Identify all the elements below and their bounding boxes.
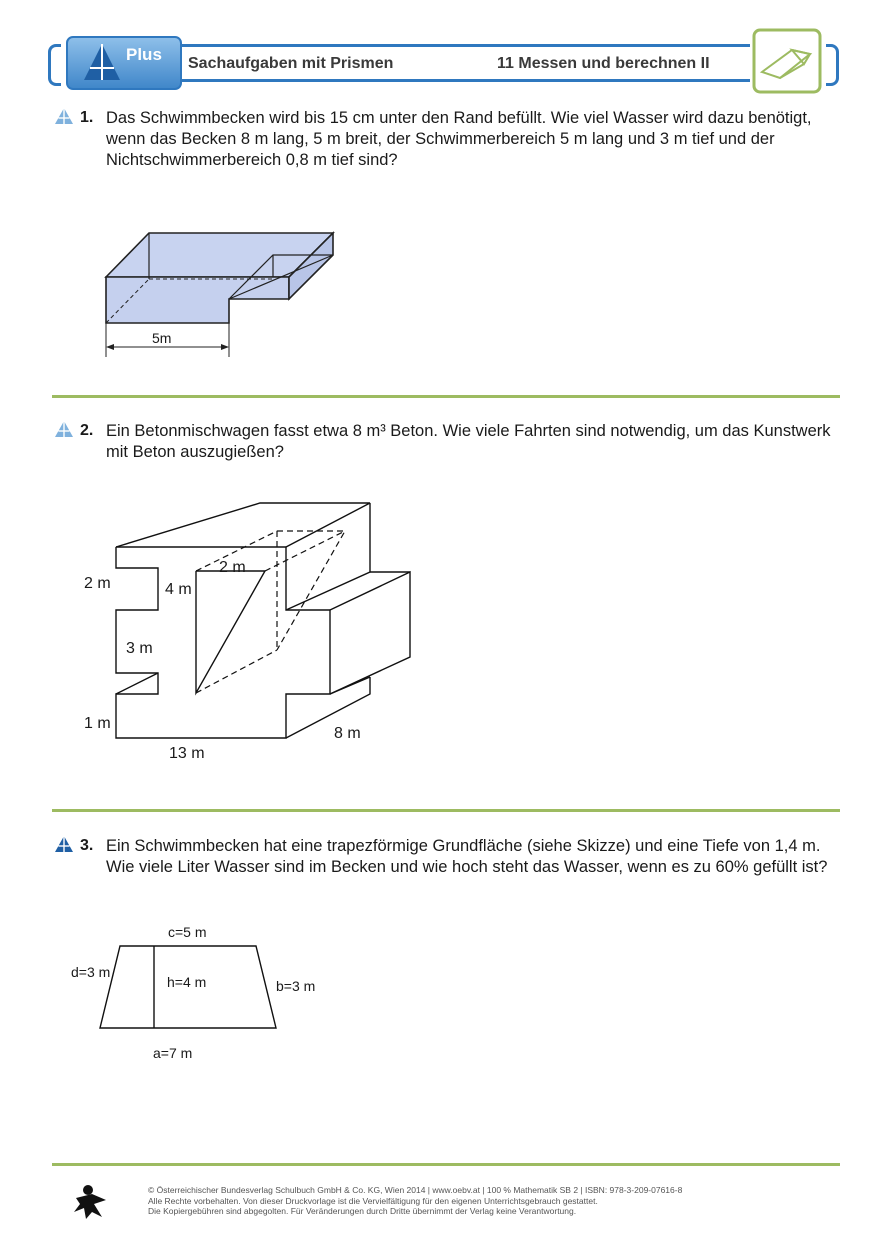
- prism-badge-icon: [752, 28, 822, 94]
- label-h: h=4 m: [167, 974, 207, 990]
- footer-line-2: Alle Rechte vorbehalten. Von dieser Druckvorlage ist die Vervielfältigung für den eigenen Unterrichtsgebrauch gestattet.: [148, 1195, 598, 1206]
- label-c: c=5 m: [168, 924, 207, 940]
- header-bracket-right: [826, 44, 839, 86]
- footer-line-3: Die Kopiergebühren sind abgegolten. Für Veränderungen durch Dritte übernimmt der Verlag keine Verantwortung.: [148, 1206, 577, 1216]
- plus-logo: [66, 36, 182, 90]
- task-2-text: Ein Betonmischwagen fasst etwa 8 m³ Beton. Wie viele Fahrten sind notwendig, um das Kunstwerk mit Beton auszugießen?: [106, 422, 831, 461]
- publisher-logo-icon: [72, 1184, 108, 1220]
- pool-figure: [96, 225, 346, 365]
- pool-width-label: 5m: [152, 330, 172, 346]
- header-chapter: 11 Messen und berechnen II: [497, 55, 710, 72]
- difficulty-icon: [54, 835, 74, 853]
- label-a: a=7 m: [153, 1045, 193, 1061]
- footer-line-1: © Österreichischer Bundesverlag Schulbuch GmbH & Co. KG, Wien 2014 | www.oebv.at | 100 % Mathematik SB 2 | ISBN: 978-3-209-07616-8: [148, 1185, 683, 1195]
- logo-text: Plus: [126, 45, 162, 64]
- label-d: d=3 m: [71, 964, 111, 980]
- difficulty-icon: [54, 420, 74, 438]
- label-middle-height: 3 m: [126, 640, 153, 657]
- task-3-text: Ein Schwimmbecken hat eine trapezförmige Grundfläche (siehe Skizze) und eine Tiefe von 1,4 m. Wie viele Liter Wasser sind im Becken und wie hoch steht das Wasser, wenn es zu 60% gefüllt ist?: [106, 837, 828, 876]
- task-1-number: 1.: [80, 109, 94, 126]
- header-title: Sachaufgaben mit Prismen: [188, 55, 394, 72]
- separator: [52, 1163, 840, 1166]
- footer-copyright: [148, 1185, 848, 1217]
- task-2-number: 2.: [80, 422, 94, 439]
- task-3-number: 3.: [80, 837, 94, 854]
- header-bracket-left: [48, 44, 61, 86]
- separator: [52, 809, 840, 812]
- separator: [52, 395, 840, 398]
- label-inner-height: 4 m: [165, 581, 192, 598]
- header-line-bottom: [180, 79, 750, 82]
- task-1-text: Das Schwimmbecken wird bis 15 cm unter den Rand befüllt. Wie viel Wasser wird dazu benötigt, wenn das Becken 8 m lang, 5 m breit, der Schwimmerbereich 5 m lang und 3 m tief und der Nichtschwimmerbereich 0,8 m tief sind?: [106, 109, 812, 169]
- label-length: 13 m: [169, 745, 205, 762]
- difficulty-icon: [54, 107, 74, 125]
- label-top-width: 2 m: [219, 559, 246, 576]
- label-depth: 8 m: [334, 725, 361, 742]
- header-line-top: [180, 44, 750, 47]
- label-top-height: 2 m: [84, 575, 111, 592]
- label-b: b=3 m: [276, 978, 316, 994]
- label-bottom-height: 1 m: [84, 715, 111, 732]
- concrete-sculpture-figure: [100, 495, 430, 750]
